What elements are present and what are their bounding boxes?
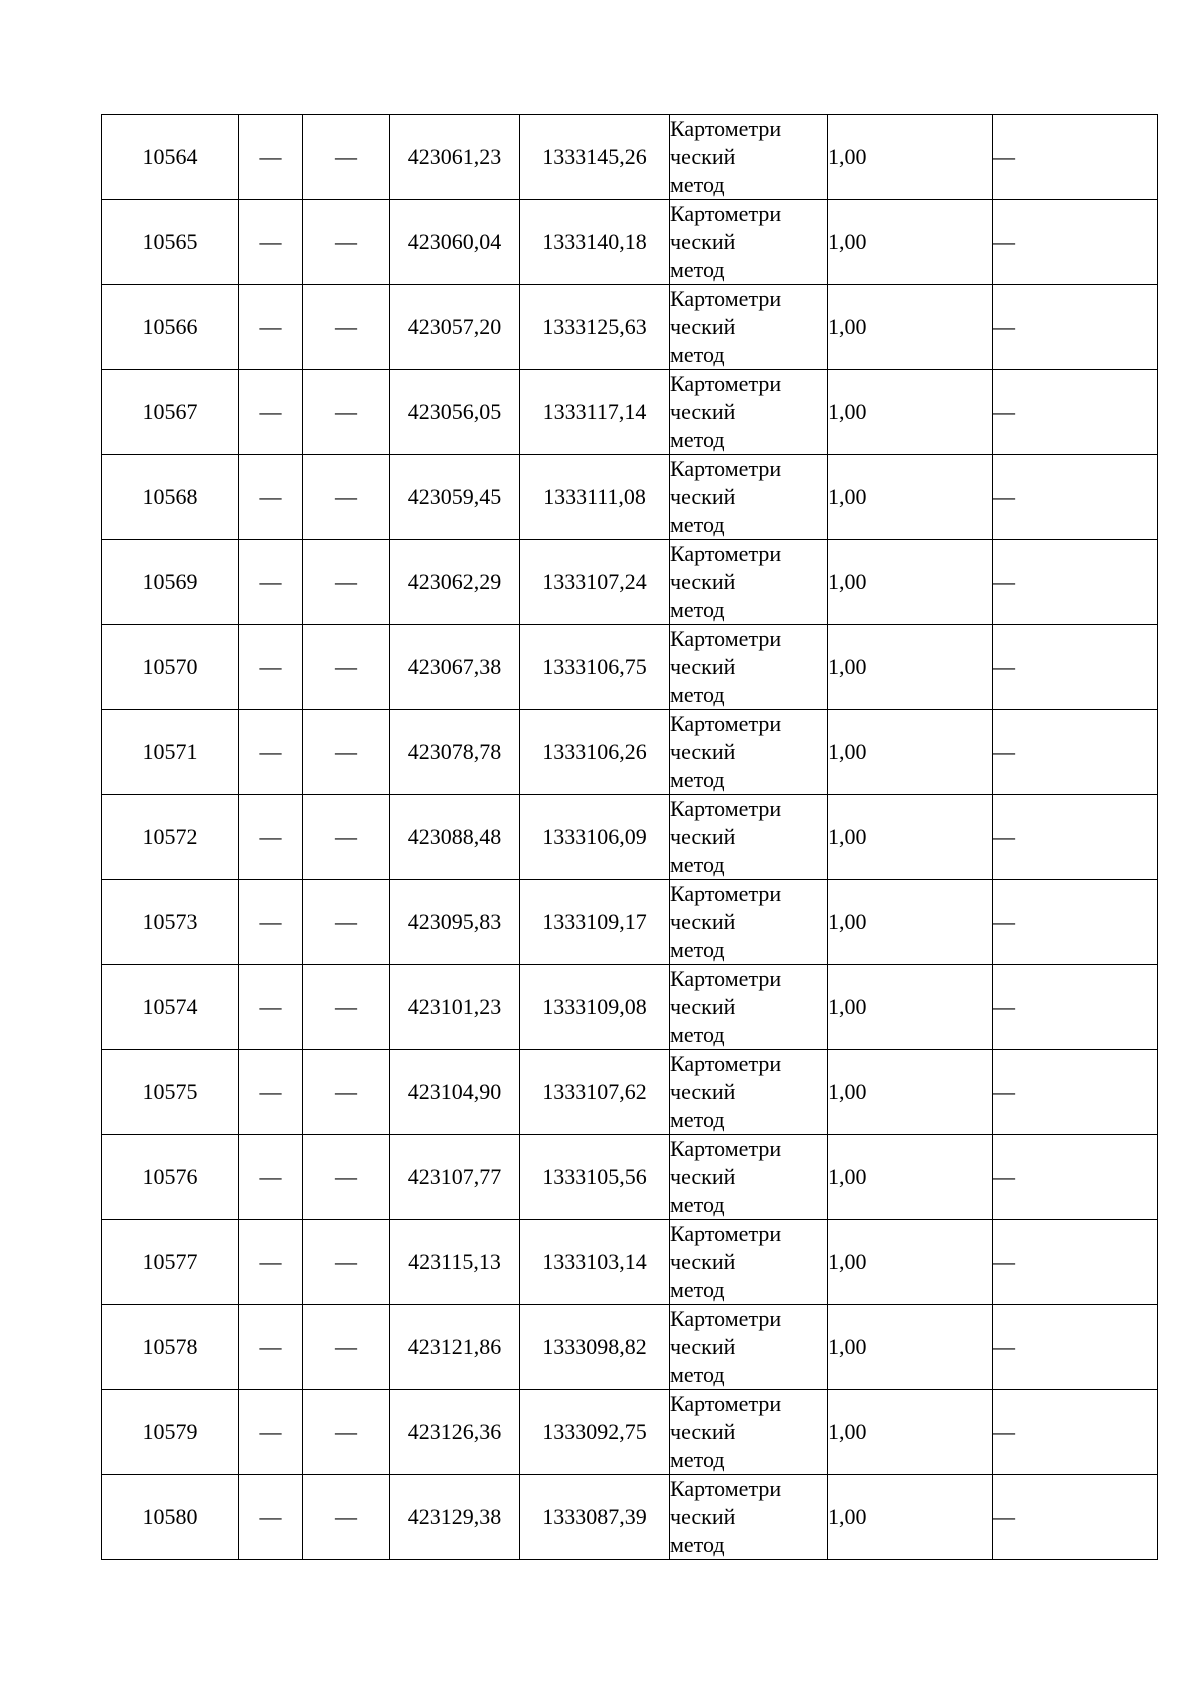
point-number-cell: 10578: [102, 1305, 239, 1390]
method-cell: [670, 1475, 828, 1560]
y-coordinate-cell: 1333098,82: [520, 1305, 670, 1390]
empty-dash-cell: —: [993, 965, 1158, 1050]
empty-dash-cell: —: [239, 710, 303, 795]
empty-dash-cell: —: [239, 540, 303, 625]
accuracy-cell: 1,00: [828, 285, 993, 370]
coordinates-table: [101, 114, 1158, 1560]
table-row: [102, 965, 1158, 1050]
accuracy-cell: 1,00: [828, 1390, 993, 1475]
point-number-cell: 10574: [102, 965, 239, 1050]
table-row: [102, 1050, 1158, 1135]
method-line: ческий: [670, 1504, 736, 1529]
table-row: [102, 1305, 1158, 1390]
method-line: метод: [670, 512, 725, 537]
method-cell: [670, 540, 828, 625]
method-line: метод: [670, 682, 725, 707]
empty-dash-cell: —: [303, 370, 390, 455]
x-coordinate-cell: 423061,23: [390, 115, 520, 200]
method-line: ческий: [670, 144, 736, 169]
y-coordinate-cell: 1333109,17: [520, 880, 670, 965]
method-line: ческий: [670, 994, 736, 1019]
y-coordinate-cell: 1333117,14: [520, 370, 670, 455]
x-coordinate-cell: 423095,83: [390, 880, 520, 965]
empty-dash-cell: —: [303, 200, 390, 285]
empty-dash-cell: —: [303, 285, 390, 370]
empty-dash-cell: —: [993, 455, 1158, 540]
point-number-cell: 10568: [102, 455, 239, 540]
table-row: [102, 1220, 1158, 1305]
point-number-cell: 10575: [102, 1050, 239, 1135]
empty-dash-cell: —: [303, 965, 390, 1050]
method-cell: [670, 795, 828, 880]
empty-dash-cell: —: [239, 1305, 303, 1390]
method-line: Картометри: [670, 626, 782, 651]
y-coordinate-cell: 1333111,08: [520, 455, 670, 540]
point-number-cell: 10572: [102, 795, 239, 880]
table-row: [102, 795, 1158, 880]
empty-dash-cell: —: [303, 115, 390, 200]
method-line: ческий: [670, 654, 736, 679]
method-line: Картометри: [670, 541, 782, 566]
table-row: [102, 1475, 1158, 1560]
method-cell: [670, 625, 828, 710]
method-line: метод: [670, 852, 725, 877]
method-line: ческий: [670, 909, 736, 934]
method-line: Картометри: [670, 1051, 782, 1076]
empty-dash-cell: —: [993, 1135, 1158, 1220]
table-row: [102, 455, 1158, 540]
empty-dash-cell: —: [239, 965, 303, 1050]
y-coordinate-cell: 1333103,14: [520, 1220, 670, 1305]
table-body: [102, 115, 1158, 1560]
empty-dash-cell: —: [239, 1135, 303, 1220]
method-line: Картометри: [670, 1221, 782, 1246]
method-line: метод: [670, 172, 725, 197]
empty-dash-cell: —: [239, 200, 303, 285]
method-line: Картометри: [670, 286, 782, 311]
empty-dash-cell: —: [303, 625, 390, 710]
table-row: [102, 1390, 1158, 1475]
method-cell: [670, 285, 828, 370]
empty-dash-cell: —: [993, 1220, 1158, 1305]
x-coordinate-cell: 423129,38: [390, 1475, 520, 1560]
empty-dash-cell: —: [303, 1220, 390, 1305]
method-cell: [670, 1050, 828, 1135]
method-line: метод: [670, 1277, 725, 1302]
method-cell: [670, 1305, 828, 1390]
empty-dash-cell: —: [993, 285, 1158, 370]
method-cell: [670, 965, 828, 1050]
method-cell: [670, 200, 828, 285]
empty-dash-cell: —: [239, 455, 303, 540]
method-line: метод: [670, 1192, 725, 1217]
empty-dash-cell: —: [239, 795, 303, 880]
accuracy-cell: 1,00: [828, 625, 993, 710]
empty-dash-cell: —: [993, 115, 1158, 200]
empty-dash-cell: —: [993, 1305, 1158, 1390]
x-coordinate-cell: 423078,78: [390, 710, 520, 795]
empty-dash-cell: —: [993, 370, 1158, 455]
point-number-cell: 10564: [102, 115, 239, 200]
table-row: [102, 200, 1158, 285]
x-coordinate-cell: 423107,77: [390, 1135, 520, 1220]
y-coordinate-cell: 1333092,75: [520, 1390, 670, 1475]
accuracy-cell: 1,00: [828, 455, 993, 540]
x-coordinate-cell: 423056,05: [390, 370, 520, 455]
table-row: [102, 115, 1158, 200]
table-row: [102, 710, 1158, 795]
method-line: метод: [670, 1107, 725, 1132]
empty-dash-cell: —: [239, 115, 303, 200]
point-number-cell: 10565: [102, 200, 239, 285]
method-line: ческий: [670, 229, 736, 254]
table-row: [102, 625, 1158, 710]
method-line: Картометри: [670, 1476, 782, 1501]
method-line: ческий: [670, 314, 736, 339]
empty-dash-cell: —: [993, 880, 1158, 965]
method-line: Картометри: [670, 966, 782, 991]
empty-dash-cell: —: [303, 540, 390, 625]
method-line: метод: [670, 1447, 725, 1472]
empty-dash-cell: —: [303, 455, 390, 540]
x-coordinate-cell: 423115,13: [390, 1220, 520, 1305]
method-line: Картометри: [670, 881, 782, 906]
method-line: ческий: [670, 739, 736, 764]
point-number-cell: 10569: [102, 540, 239, 625]
y-coordinate-cell: 1333087,39: [520, 1475, 670, 1560]
empty-dash-cell: —: [303, 1135, 390, 1220]
empty-dash-cell: —: [993, 1475, 1158, 1560]
x-coordinate-cell: 423121,86: [390, 1305, 520, 1390]
point-number-cell: 10580: [102, 1475, 239, 1560]
method-line: метод: [670, 257, 725, 282]
empty-dash-cell: —: [239, 370, 303, 455]
x-coordinate-cell: 423059,45: [390, 455, 520, 540]
accuracy-cell: 1,00: [828, 1050, 993, 1135]
empty-dash-cell: —: [993, 540, 1158, 625]
table-row: [102, 880, 1158, 965]
empty-dash-cell: —: [303, 880, 390, 965]
y-coordinate-cell: 1333109,08: [520, 965, 670, 1050]
accuracy-cell: 1,00: [828, 370, 993, 455]
empty-dash-cell: —: [993, 625, 1158, 710]
method-line: Картометри: [670, 711, 782, 736]
accuracy-cell: 1,00: [828, 880, 993, 965]
point-number-cell: 10571: [102, 710, 239, 795]
empty-dash-cell: —: [303, 1390, 390, 1475]
empty-dash-cell: —: [993, 795, 1158, 880]
point-number-cell: 10566: [102, 285, 239, 370]
x-coordinate-cell: 423057,20: [390, 285, 520, 370]
method-line: Картометри: [670, 371, 782, 396]
method-cell: [670, 455, 828, 540]
empty-dash-cell: —: [993, 1050, 1158, 1135]
method-line: ческий: [670, 1079, 736, 1104]
y-coordinate-cell: 1333145,26: [520, 115, 670, 200]
empty-dash-cell: —: [239, 1475, 303, 1560]
method-cell: [670, 1135, 828, 1220]
method-line: ческий: [670, 484, 736, 509]
method-line: метод: [670, 1532, 725, 1557]
method-line: метод: [670, 767, 725, 792]
method-line: ческий: [670, 399, 736, 424]
empty-dash-cell: —: [239, 285, 303, 370]
y-coordinate-cell: 1333106,09: [520, 795, 670, 880]
empty-dash-cell: —: [993, 1390, 1158, 1475]
y-coordinate-cell: 1333105,56: [520, 1135, 670, 1220]
method-line: Картометри: [670, 1306, 782, 1331]
method-line: ческий: [670, 1249, 736, 1274]
y-coordinate-cell: 1333106,26: [520, 710, 670, 795]
method-line: метод: [670, 427, 725, 452]
empty-dash-cell: —: [303, 1050, 390, 1135]
method-cell: [670, 115, 828, 200]
method-line: Картометри: [670, 1391, 782, 1416]
method-line: Картометри: [670, 116, 782, 141]
table-row: [102, 540, 1158, 625]
x-coordinate-cell: 423101,23: [390, 965, 520, 1050]
method-line: ческий: [670, 1164, 736, 1189]
method-line: метод: [670, 937, 725, 962]
accuracy-cell: 1,00: [828, 200, 993, 285]
method-line: метод: [670, 597, 725, 622]
empty-dash-cell: —: [239, 880, 303, 965]
method-line: Картометри: [670, 796, 782, 821]
method-cell: [670, 1390, 828, 1475]
empty-dash-cell: —: [303, 1475, 390, 1560]
method-cell: [670, 880, 828, 965]
y-coordinate-cell: 1333107,62: [520, 1050, 670, 1135]
point-number-cell: 10577: [102, 1220, 239, 1305]
empty-dash-cell: —: [239, 1220, 303, 1305]
table-row: [102, 1135, 1158, 1220]
empty-dash-cell: —: [239, 1390, 303, 1475]
y-coordinate-cell: 1333106,75: [520, 625, 670, 710]
x-coordinate-cell: 423060,04: [390, 200, 520, 285]
point-number-cell: 10579: [102, 1390, 239, 1475]
method-cell: [670, 1220, 828, 1305]
method-line: метод: [670, 342, 725, 367]
accuracy-cell: 1,00: [828, 795, 993, 880]
empty-dash-cell: —: [303, 710, 390, 795]
method-line: Картометри: [670, 456, 782, 481]
method-cell: [670, 710, 828, 795]
accuracy-cell: 1,00: [828, 965, 993, 1050]
method-line: метод: [670, 1362, 725, 1387]
empty-dash-cell: —: [303, 795, 390, 880]
method-line: Картометри: [670, 1136, 782, 1161]
accuracy-cell: 1,00: [828, 1220, 993, 1305]
table-row: [102, 285, 1158, 370]
accuracy-cell: 1,00: [828, 1305, 993, 1390]
empty-dash-cell: —: [239, 625, 303, 710]
empty-dash-cell: —: [993, 200, 1158, 285]
method-line: ческий: [670, 569, 736, 594]
y-coordinate-cell: 1333125,63: [520, 285, 670, 370]
x-coordinate-cell: 423062,29: [390, 540, 520, 625]
accuracy-cell: 1,00: [828, 1475, 993, 1560]
method-line: ческий: [670, 1419, 736, 1444]
method-line: ческий: [670, 824, 736, 849]
method-cell: [670, 370, 828, 455]
accuracy-cell: 1,00: [828, 540, 993, 625]
method-line: ческий: [670, 1334, 736, 1359]
point-number-cell: 10573: [102, 880, 239, 965]
accuracy-cell: 1,00: [828, 115, 993, 200]
point-number-cell: 10567: [102, 370, 239, 455]
empty-dash-cell: —: [239, 1050, 303, 1135]
accuracy-cell: 1,00: [828, 1135, 993, 1220]
method-line: Картометри: [670, 201, 782, 226]
method-line: метод: [670, 1022, 725, 1047]
empty-dash-cell: —: [993, 710, 1158, 795]
point-number-cell: 10576: [102, 1135, 239, 1220]
x-coordinate-cell: 423088,48: [390, 795, 520, 880]
y-coordinate-cell: 1333140,18: [520, 200, 670, 285]
x-coordinate-cell: 423126,36: [390, 1390, 520, 1475]
point-number-cell: 10570: [102, 625, 239, 710]
x-coordinate-cell: 423104,90: [390, 1050, 520, 1135]
accuracy-cell: 1,00: [828, 710, 993, 795]
x-coordinate-cell: 423067,38: [390, 625, 520, 710]
empty-dash-cell: —: [303, 1305, 390, 1390]
y-coordinate-cell: 1333107,24: [520, 540, 670, 625]
table-row: [102, 370, 1158, 455]
